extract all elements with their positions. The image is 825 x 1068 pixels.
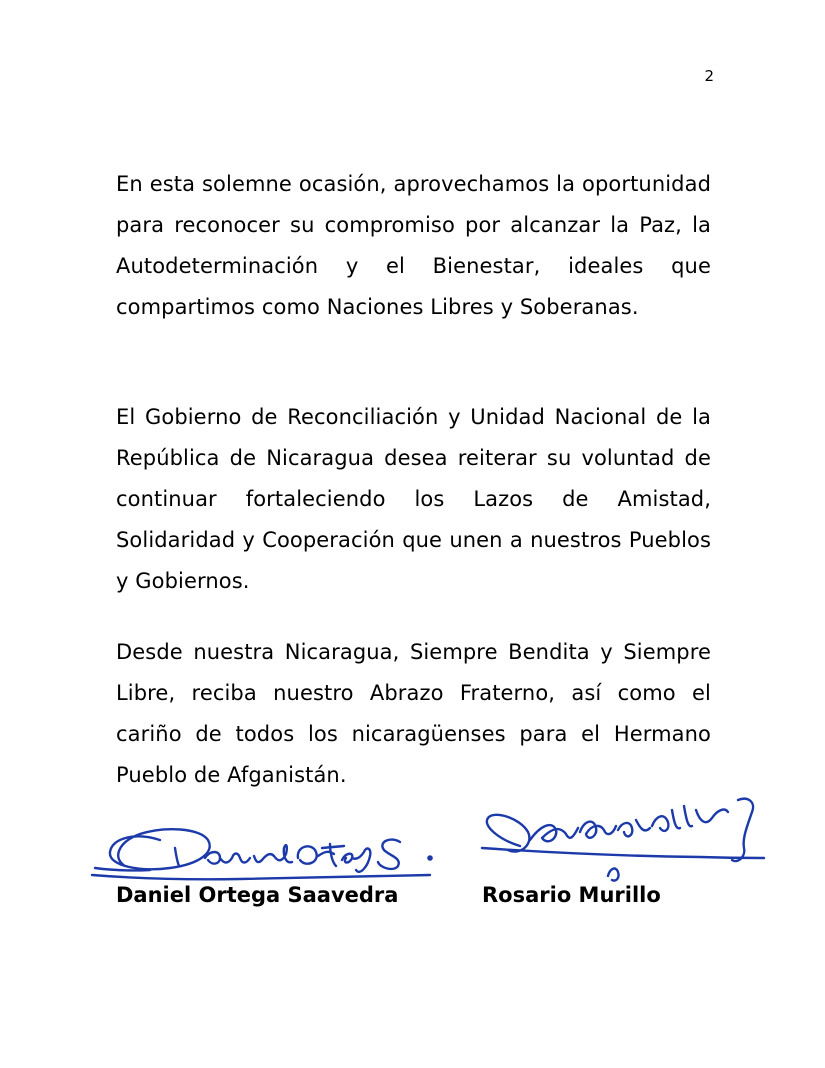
letter-paragraph: Desde nuestra Nicaragua, Siempre Bendita y Siempre Libre, reciba nuestro Abrazo Fraterno, así como el cariño de todos los nicaragüenses para el Hermano Pueblo de Afganistán.: [116, 640, 711, 787]
handwritten-signature-left: [92, 829, 432, 879]
letter-paragraph: En esta solemne ocasión, aprovechamos la oportunidad para reconocer su compromiso por alcanzar la Paz, la Autodeterminación y el Bienestar, ideales que compartimos como Naciones Libres y Soberanas.: [116, 172, 711, 319]
handwritten-signature-right: [482, 799, 764, 881]
signatory-name: Rosario Murillo: [482, 883, 661, 907]
page-number: 2: [704, 67, 714, 85]
letter-paragraph: El Gobierno de Reconciliación y Unidad Nacional de la República de Nicaragua desea reiterar su voluntad de continuar fortaleciendo los Lazos de Amistad, Solidaridad y Cooperación que unen a nuestros Pueblos y Gobiernos.: [116, 405, 711, 593]
signatory-name: Daniel Ortega Saavedra: [116, 883, 399, 907]
